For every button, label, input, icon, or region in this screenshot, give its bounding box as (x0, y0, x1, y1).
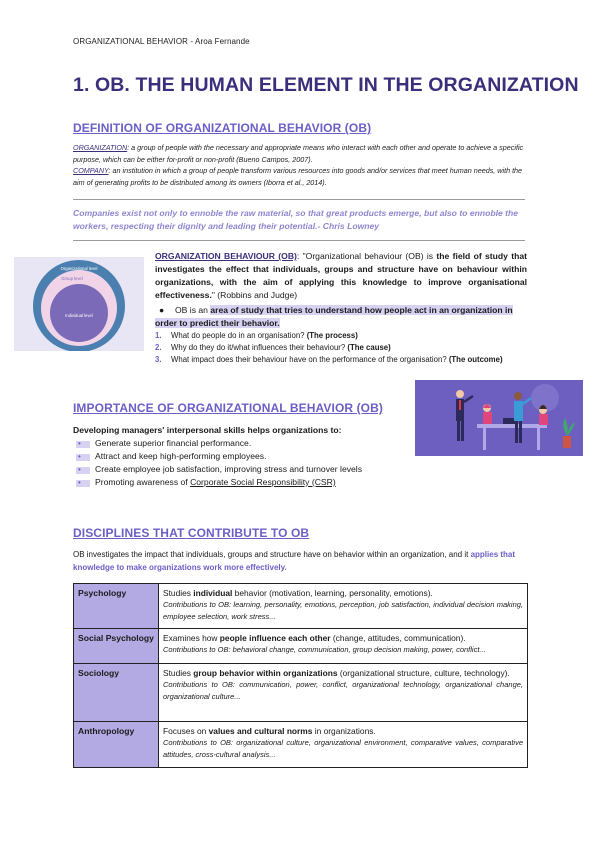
description-bold: values and cultural norms (208, 726, 313, 736)
organization-text: : a group of people with the necessary and appropriate means who interact with each other and operate to achieve a specific purpose, which can be either for-profit or non-profit (Bueno Campos, 2007). (73, 143, 524, 164)
ob-question-3 (155, 354, 527, 366)
company-text: : an institution in which a group of people transform various resources into goods and/or services that meet human needs, with the aim of generating profits to be distributed among its owners (Iborra et al., 2014). (73, 166, 523, 187)
discipline-name: Sociology (74, 664, 159, 722)
section-heading-disciplines: DISCIPLINES THAT CONTRIBUTE TO OB (73, 526, 310, 540)
csr-link[interactable]: Corporate Social Responsibility (CSR) (190, 477, 336, 487)
importance-item: • Generate superior financial performance. (78, 438, 252, 448)
question-answer: (The process) (306, 331, 358, 340)
ob-citation: " (Robbins and Judge) (211, 290, 298, 300)
importance-intro: Developing managers' interpersonal skills helps organizations to: (73, 425, 342, 435)
importance-item-text: Promoting awareness of (95, 477, 191, 487)
ob-bold-definition: the field of study that investigates the effect that individuals, groups and structure have on behaviour within organizations, with the aim of applying this knowledge to improve organisational effectiveness. (155, 251, 527, 300)
description-text: Studies (163, 588, 194, 598)
team-meeting-illustration (415, 380, 583, 456)
question-number: 3. (155, 355, 162, 364)
contributions-text: Contributions to OB: communication, power, conflict, organizational technology, organizational change, organizational culture... (163, 680, 523, 701)
discipline-name: Social Psychology (74, 629, 159, 664)
ob-bullet (155, 304, 527, 330)
contributions-text: Contributions to OB: learning, personality, emotions, perception, job satisfaction, individual decision making, employee selection, work stress... (163, 600, 523, 621)
organization-term: ORGANIZATION (73, 143, 128, 152)
description-text: Focuses on (163, 726, 209, 736)
question-text: Why do they do it/what influences their behaviour? (171, 343, 348, 352)
description-text: in organizations. (312, 726, 376, 736)
question-answer: (The outcome) (448, 355, 503, 364)
divider-top (73, 199, 525, 200)
description-bold: group behavior within organizations (193, 668, 338, 678)
discipline-description (159, 722, 528, 768)
table-row (74, 664, 528, 722)
ob-bullet-bold: area of study that tries to understand how people act in an organization in order to predict their behavior. (155, 305, 513, 328)
question-number: 2. (155, 343, 162, 352)
importance-list (73, 424, 403, 489)
description-text: Examines how (163, 633, 220, 643)
importance-item: • Promoting awareness of Corporate Social Responsibility (CSR) (78, 477, 336, 487)
team-meeting-icon (415, 380, 583, 456)
ob-text-part: : "Organizational behaviour (OB) is (296, 251, 437, 261)
organization-definition (73, 142, 528, 188)
page-title: 1. OB. THE HUMAN ELEMENT IN THE ORGANIZATION (73, 74, 579, 96)
contributions-text: Contributions to OB: behavioral change, communication, group decision making, power, conflict... (163, 645, 486, 654)
levels-diagram (14, 257, 144, 351)
disciplines-intro (73, 549, 528, 574)
contributions-text: Contributions to OB: organizational culture, organizational environment, comparative values, comparative attitudes, cross-cultural analysis... (163, 738, 523, 759)
middle-level-label: Group level (61, 276, 83, 281)
levels-circles (14, 257, 144, 351)
importance-item: • Create employee job satisfaction, improving stress and turnover levels (78, 464, 363, 474)
quote: Companies exist not only to ennoble the raw material, so that great products emerge, but also to ennoble the workers, respecting their dignity and leading their potential.- Chris Lowney (73, 208, 519, 231)
table-row (74, 584, 528, 629)
importance-item-text: Generate superior financial performance. (95, 438, 252, 448)
discipline-name: Psychology (74, 584, 159, 629)
section-heading-importance: IMPORTANCE OF ORGANIZATIONAL BEHAVIOR (OB) (73, 401, 383, 415)
description-text: (change, attitudes, communication). (330, 633, 466, 643)
question-text: What impact does their behaviour have on the performance of the organisation? (171, 355, 449, 364)
importance-item: • Attract and keep high-performing employees. (78, 451, 267, 461)
importance-item-text: Create employee job satisfaction, improving stress and turnover levels (95, 464, 363, 474)
description-text: Studies (163, 668, 194, 678)
disciplines-intro-text: OB investigates the impact that individuals, groups and structure have on behavior within an organization, and it (73, 550, 471, 559)
table-row (74, 629, 528, 664)
discipline-description (159, 664, 528, 722)
question-number: 1. (155, 331, 162, 340)
company-term: COMPANY (73, 166, 109, 175)
description-text: behavior (motivation, learning, personality, emotions). (232, 588, 433, 598)
ob-question-2 (155, 342, 527, 354)
discipline-name: Anthropology (74, 722, 159, 768)
discipline-description (159, 584, 528, 629)
bullet-dot: ● (159, 305, 165, 315)
description-bold: individual (193, 588, 233, 598)
importance-item-text: Attract and keep high-performing employees. (95, 451, 267, 461)
ob-question-1 (155, 330, 527, 342)
table-row (74, 722, 528, 768)
running-header: ORGANIZATIONAL BEHAVIOR - Aroa Fernande (73, 37, 250, 46)
question-answer: (The cause) (347, 343, 391, 352)
disciplines-table (73, 583, 528, 768)
disciplines-intro-bold: applies that knowledge to make organizations work more effectively. (73, 550, 516, 572)
discipline-description (159, 629, 528, 664)
description-text: (organizational structure, culture, technology). (337, 668, 510, 678)
description-bold: people influence each other (219, 633, 331, 643)
inner-level-label: Individual level (65, 313, 93, 318)
ob-term: ORGANIZATION BEHAVIOUR (OB) (155, 251, 297, 261)
outer-level-label: Organizational level (60, 266, 98, 271)
question-text: What do people do in an organisation? (171, 331, 307, 340)
ob-bullet-prefix: OB is an (175, 305, 211, 315)
section-heading-definition: DEFINITION OF ORGANIZATIONAL BEHAVIOR (OB) (73, 121, 372, 135)
ob-definition (155, 250, 527, 302)
divider-bottom (73, 240, 525, 241)
